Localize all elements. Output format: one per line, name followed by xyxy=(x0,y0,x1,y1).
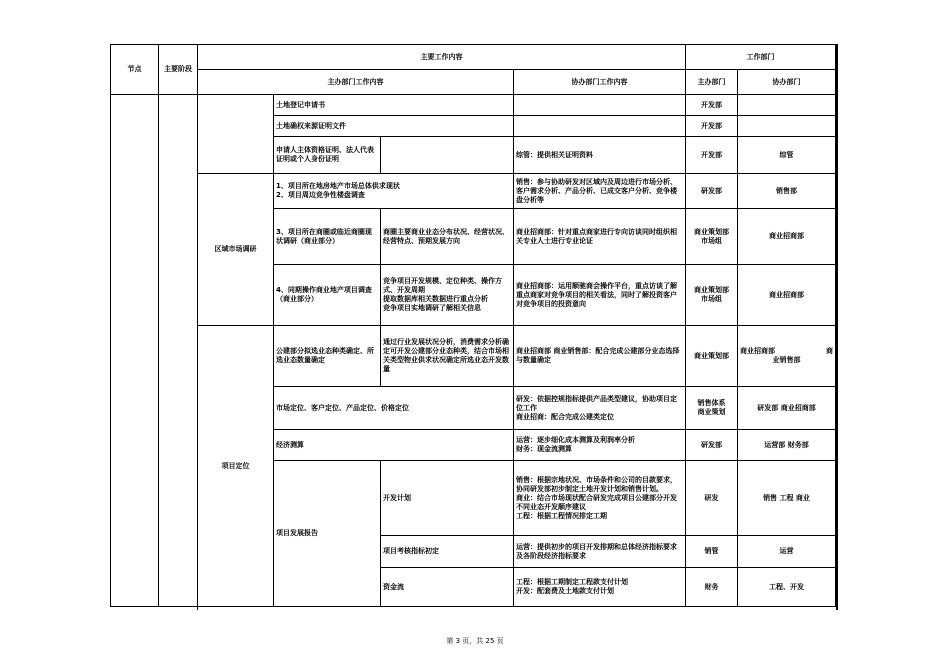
table-row-2-dept: 开发部 xyxy=(686,116,738,137)
table-row-8-dept: 销售体系 商业策划 xyxy=(686,387,738,430)
table-row-2-blank xyxy=(381,116,514,137)
table-row-6-main-b: 竞争项目开发规模、定位种类、操作方式、开发周期 提取数据库相关数据进行重点分析 竞争项目实地调研了解相关信息 xyxy=(381,265,514,326)
table-row-9-main: 经济测算 xyxy=(274,430,514,461)
table-row-1-dept: 开发部 xyxy=(686,95,738,116)
table-row-6-assist: 商业招商部：运用顺驰商会操作平台，重点访谈了解重点商家对竞争项目的相关看法，同时了解投资客户对竞争项目的投资意向 xyxy=(514,265,686,326)
header-node: 节点 xyxy=(111,45,159,95)
table-row-4-dept: 研发部 xyxy=(686,174,738,209)
table-row-2-assist xyxy=(514,116,686,137)
project-report-label: 项目发展报告 xyxy=(274,461,381,607)
page-footer: 第 3 页，共 25 页 xyxy=(446,637,504,645)
table-row-1-blank xyxy=(381,95,514,116)
table-row-3-assist: 综管：提供相关证明资料 xyxy=(514,137,686,174)
assist-dept-c: 业销售部 xyxy=(772,356,801,364)
node-cell xyxy=(111,95,159,607)
table-row-10-assist: 销售：根据宗地状况、市场条件和公司的目款要求，协同研发部初步制定土地开发计划和销售计划。 商业：结合市场现状配合研发完成项目公建部分开发不同业态开发顺序建议 工程：根据工程情况排定工期 xyxy=(514,461,686,536)
table-row-8-main: 市场定位、客户定位、产品定位、价格定位 xyxy=(274,387,514,430)
table-row-11-assist: 运营：提供初步的项目开发排期和总体经济指标要求及各阶段经济指标要求 xyxy=(514,536,686,568)
table-row-12-assist-dept: 工程、开发 xyxy=(738,568,836,607)
table-row-4-assist-dept: 销售部 xyxy=(738,174,836,209)
table-row-4-assist: 销售：参与协助研发对区域内及周边进行市场分析、客户需求分析、产品分析、已成交客户分析、竞争楼盘分析等 xyxy=(514,174,686,209)
header-main-dept: 主办部门 xyxy=(686,70,738,95)
table-row-6-dept: 商业策划部 市场组 xyxy=(686,265,738,326)
table-row-11-assist-dept: 运营 xyxy=(738,536,836,568)
table-row-5-dept: 商业策划部 市场组 xyxy=(686,209,738,265)
table-row-3-dept: 开发部 xyxy=(686,137,738,174)
table-row-6-main-a: 4、同期操作商业地产项目调查（商业部分） xyxy=(274,265,381,326)
work-table xyxy=(110,44,836,607)
table-row-1-assist-dept xyxy=(738,95,836,116)
stage-cell xyxy=(159,95,198,607)
header-stage: 主要阶段 xyxy=(159,45,198,95)
table-row-7-assist: 商业招商部 商业销售部：配合完成公建部分业态选择与数量确定 xyxy=(514,326,686,387)
table-row-12-dept: 财务 xyxy=(686,568,738,607)
table-row-9-dept: 研发部 xyxy=(686,430,738,461)
table-row-7-main-a: 公建部分拟选业态种类确定、所选业态数量确定 xyxy=(274,326,381,387)
table-row-2-main: 土地确权来源证明文件 xyxy=(274,116,381,137)
table-row-9-assist-dept: 运营部 财务部 xyxy=(738,430,836,461)
table-row-5-assist: 商业招商部：针对重点商家进行专向访谈同时组织相关专业人士进行专业论证 xyxy=(514,209,686,265)
table-row-8-assist-dept: 研发部 商业招商部 xyxy=(738,387,836,430)
header-assist-dept: 协办部门 xyxy=(738,70,836,95)
header-work-dept: 工作部门 xyxy=(686,45,836,70)
table-row-3-main: 申请人主体资格证明、法人代表证明或个人身份证明 xyxy=(274,137,381,174)
table-row-1-main: 土地登记申请书 xyxy=(274,95,381,116)
assist-dept-b: 商 xyxy=(826,347,833,355)
double-border-line xyxy=(197,44,198,610)
table-row-12-main-b: 资金流 xyxy=(381,568,514,607)
sub-stage-blank xyxy=(198,95,274,174)
table-row-7-main-b: 通过行业发展状况分析，消费需求分析确定可开发公建部分业态种类，结合市场相关类型物业供求状况确定所选业态开发数量 xyxy=(381,326,514,387)
table-row-8-assist: 研发：依据控规指标提供产品类型建议，协助项目定位工作 商业招商：配合完成公建类定位 xyxy=(514,387,686,430)
table-row-2-assist-dept xyxy=(738,116,836,137)
table-row-12-assist: 工程：根据工期制定工程款支付计划 开发：配套费及土地款支付计划 xyxy=(514,568,686,607)
table-row-10-assist-dept: 销售 工程 商业 xyxy=(738,461,836,536)
assist-dept-a: 商业招商部 xyxy=(740,347,775,355)
stage-project-positioning: 项目定位 xyxy=(198,326,274,607)
header-main-work: 主要工作内容 xyxy=(198,45,686,70)
table-row-5-assist-dept: 商业招商部 xyxy=(738,209,836,265)
header-main-dept-work: 主办部门工作内容 xyxy=(198,70,514,95)
table-row-4-main: 1、项目所在地房地产市场总体供求现状 2、项目周边竞争性楼盘调查 xyxy=(274,174,514,209)
table-row-7-assist-dept xyxy=(738,326,836,387)
table-row-11-dept: 销管 xyxy=(686,536,738,568)
table-row-5-main-a: 3、项目所在商圈或临近商圈现状调研（商业部分） xyxy=(274,209,381,265)
table-row-11-main-b: 项目考核指标初定 xyxy=(381,536,514,568)
table-row-7-dept: 商业策划部 xyxy=(686,326,738,387)
assist-dept-split xyxy=(740,347,833,356)
table-row-3-assist-dept: 综管 xyxy=(738,137,836,174)
table-row-10-main-b: 开发计划 xyxy=(381,461,514,536)
header-assist-dept-work: 协办部门工作内容 xyxy=(514,70,686,95)
frame-border-right xyxy=(836,44,838,610)
table-row-9-assist: 运营：逐步细化成本测算及利润率分析 财务：现金流测算 xyxy=(514,430,686,461)
stage-market-research: 区域市场调研 xyxy=(198,174,274,326)
table-row-6-assist-dept: 商业招商部 xyxy=(738,265,836,326)
table-row-10-dept: 研发 xyxy=(686,461,738,536)
table-row-3-blank xyxy=(381,137,514,174)
table-row-1-assist xyxy=(514,95,686,116)
table-row-5-main-b: 商圈主要商业业态分布状况、经营状况、经营特点、预期发展方向 xyxy=(381,209,514,265)
